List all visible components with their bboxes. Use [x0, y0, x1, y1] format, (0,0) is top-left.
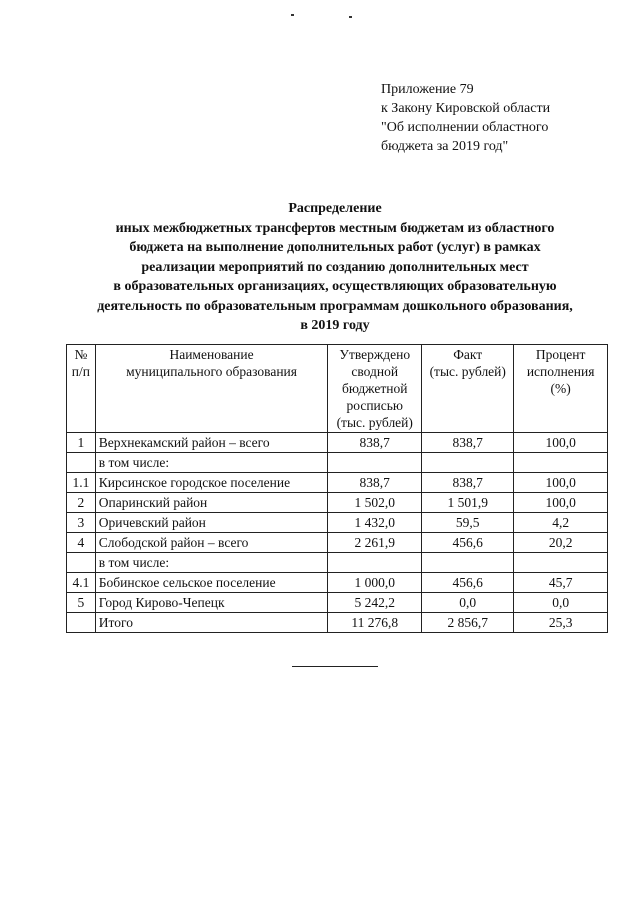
header-text: (тыс. рублей) — [429, 364, 506, 379]
table-row — [67, 593, 608, 613]
header-fact — [422, 345, 514, 433]
header-text: № — [74, 347, 88, 362]
table-header-row — [67, 345, 608, 433]
cell-plan: 1 000,0 — [328, 573, 422, 593]
appendix-line: к Закону Кировской области — [381, 101, 551, 116]
title-line: в 2019 году — [300, 318, 370, 333]
cell-name: в том числе: — [95, 453, 328, 473]
cell-name: Бобинское сельское поселение — [95, 573, 328, 593]
table-row — [67, 493, 608, 513]
cell-percent — [514, 453, 608, 473]
header-percent — [514, 345, 608, 433]
table-row — [67, 453, 608, 473]
table-row — [67, 473, 608, 493]
cell-fact: 0,0 — [422, 593, 514, 613]
cell-num: 2 — [67, 493, 96, 513]
cell-percent: 0,0 — [514, 593, 608, 613]
cell-plan: 11 276,8 — [328, 613, 422, 633]
appendix-line: "Об исполнении областного — [381, 120, 549, 135]
cell-num: 3 — [67, 513, 96, 533]
table-row — [67, 553, 608, 573]
header-text: росписью — [346, 398, 403, 413]
transfers-table — [66, 344, 608, 633]
cell-num: 5 — [67, 593, 96, 613]
cell-plan: 838,7 — [328, 473, 422, 493]
cell-percent: 100,0 — [514, 473, 608, 493]
appendix-header — [381, 80, 550, 156]
cell-plan — [328, 553, 422, 573]
cell-name: Кирсинское городское поселение — [95, 473, 328, 493]
header-plan — [328, 345, 422, 433]
cell-fact: 456,6 — [422, 573, 514, 593]
cell-name: Слободской район – всего — [95, 533, 328, 553]
document-title — [40, 199, 630, 336]
cell-plan — [328, 453, 422, 473]
cell-plan: 1 502,0 — [328, 493, 422, 513]
cell-name: Верхнекамский район – всего — [95, 433, 328, 453]
title-line: деятельность по образовательным программам дошкольного образования, — [97, 298, 573, 314]
cell-fact: 1 501,9 — [422, 493, 514, 513]
cell-num: 1 — [67, 433, 96, 453]
cell-percent: 4,2 — [514, 513, 608, 533]
cell-name: Опаринский район — [95, 493, 328, 513]
table-row — [67, 513, 608, 533]
header-text: Процент — [535, 347, 586, 362]
cell-num — [67, 613, 96, 633]
cell-percent — [514, 553, 608, 573]
cell-plan: 2 261,9 — [328, 533, 422, 553]
cell-fact — [422, 553, 514, 573]
header-text: исполнения — [526, 364, 595, 379]
header-text: сводной — [351, 364, 399, 379]
title-line: в образовательных организациях, осуществляющих образовательную — [113, 279, 557, 294]
header-text: Наименование — [169, 347, 254, 362]
cell-num — [67, 553, 96, 573]
header-name — [95, 345, 328, 433]
title-line: Распределение — [288, 201, 382, 216]
scan-speck — [291, 14, 294, 16]
cell-percent: 100,0 — [514, 493, 608, 513]
header-text: Утверждено — [339, 347, 411, 362]
cell-fact: 838,7 — [422, 433, 514, 453]
cell-plan: 838,7 — [328, 433, 422, 453]
appendix-line: бюджета за 2019 год" — [381, 139, 509, 154]
table-row — [67, 573, 608, 593]
cell-percent: 20,2 — [514, 533, 608, 553]
table-total-row — [67, 613, 608, 633]
appendix-line: Приложение 79 — [381, 82, 474, 97]
cell-name: Итого — [95, 613, 328, 633]
cell-percent: 100,0 — [514, 433, 608, 453]
cell-plan: 5 242,2 — [328, 593, 422, 613]
cell-num: 4 — [67, 533, 96, 553]
cell-percent: 25,3 — [514, 613, 608, 633]
header-text: бюджетной — [342, 381, 408, 396]
table-row — [67, 533, 608, 553]
scan-speck — [349, 16, 352, 18]
title-line: бюджета на выполнение дополнительных работ (услуг) в рамках — [129, 240, 541, 255]
header-num — [67, 345, 96, 433]
cell-name: Оричевский район — [95, 513, 328, 533]
header-text: Факт — [453, 347, 483, 362]
cell-name: Город Кирово-Чепецк — [95, 593, 328, 613]
cell-fact: 456,6 — [422, 533, 514, 553]
header-text: муниципального образования — [126, 364, 297, 379]
cell-fact: 2 856,7 — [422, 613, 514, 633]
title-line: иных межбюджетных трансфертов местным бюджетам из областного — [115, 220, 555, 236]
cell-num: 4.1 — [67, 573, 96, 593]
header-text: (%) — [550, 381, 571, 396]
cell-plan: 1 432,0 — [328, 513, 422, 533]
header-text: п/п — [71, 364, 90, 379]
cell-percent: 45,7 — [514, 573, 608, 593]
cell-name: в том числе: — [95, 553, 328, 573]
cell-num — [67, 453, 96, 473]
table-row — [67, 433, 608, 453]
cell-fact: 838,7 — [422, 473, 514, 493]
cell-fact: 59,5 — [422, 513, 514, 533]
header-text: (тыс. рублей) — [336, 415, 413, 430]
closing-divider — [292, 666, 378, 667]
title-line: реализации мероприятий по созданию дополнительных мест — [141, 259, 529, 275]
cell-num: 1.1 — [67, 473, 96, 493]
cell-fact — [422, 453, 514, 473]
